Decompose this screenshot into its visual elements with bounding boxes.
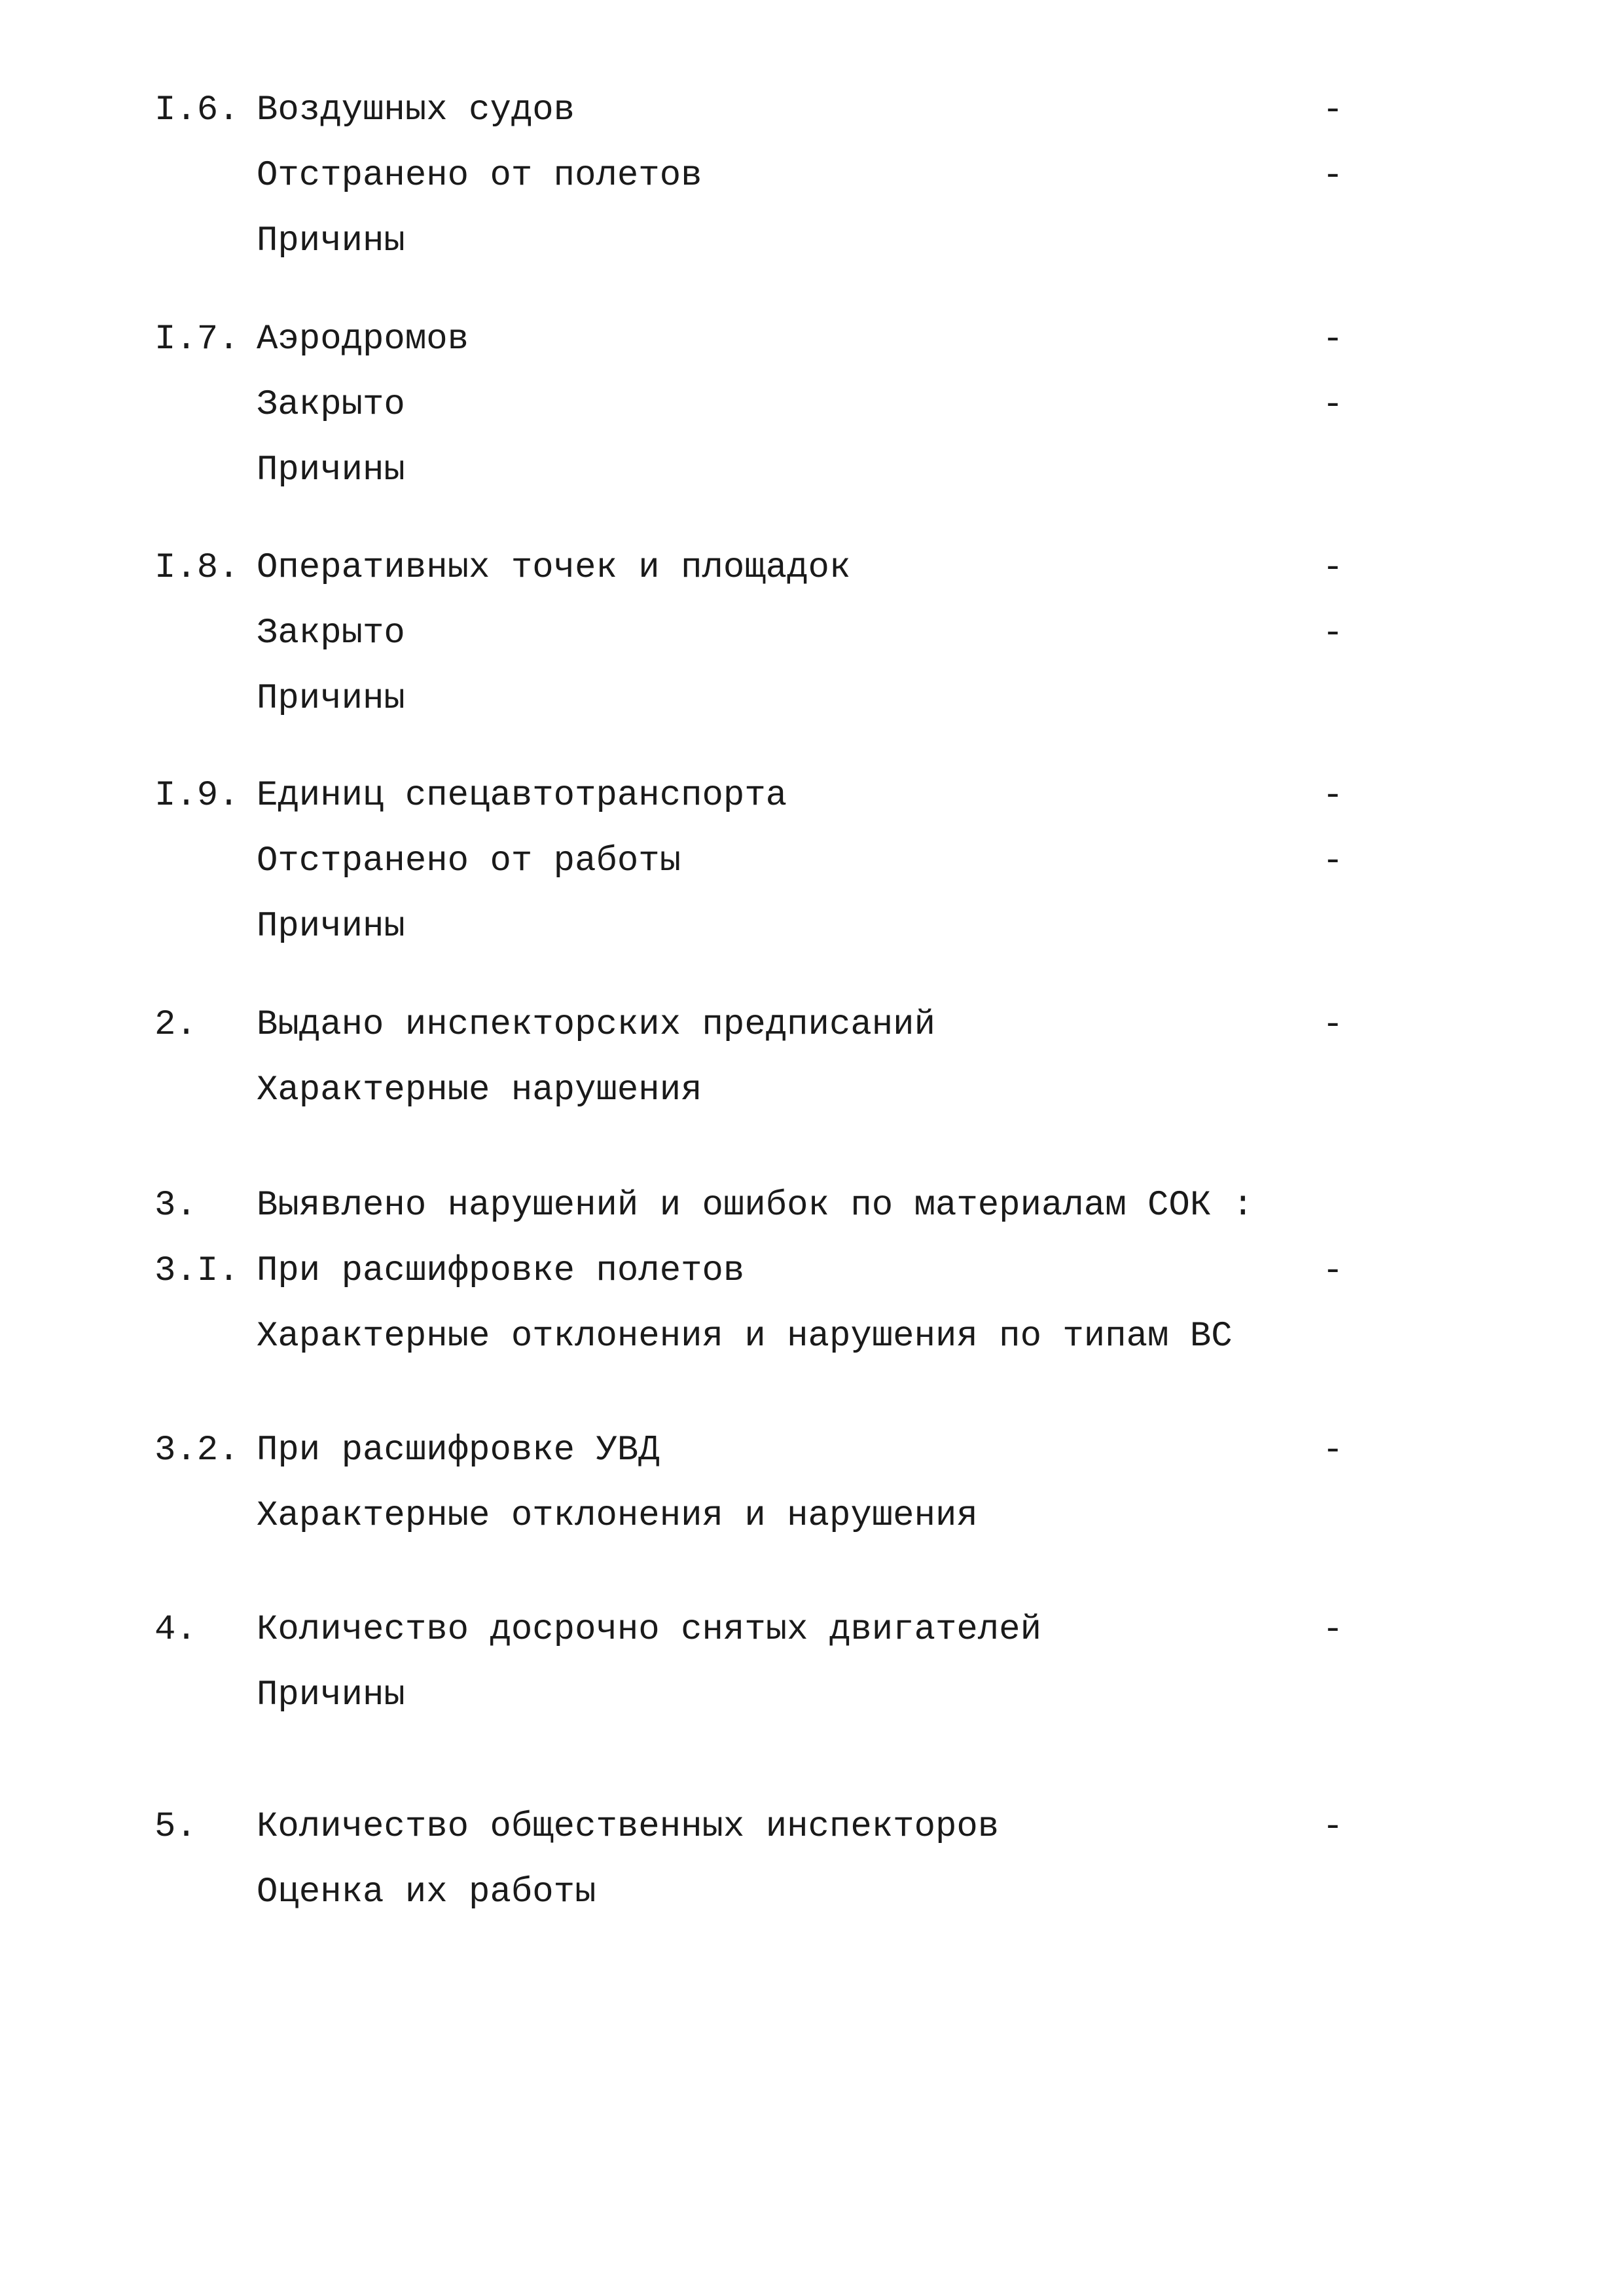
section-number: 3.I.: [154, 1251, 240, 1291]
section-3-1-line: [0, 1311, 1624, 1363]
section-3-2-heading: [0, 1425, 1624, 1477]
value-dash: -: [1322, 548, 1344, 588]
section-1-9-heading: [0, 770, 1624, 822]
section-number: I.8.: [154, 548, 240, 588]
section-number: I.6.: [154, 90, 240, 130]
section-number: 4.: [154, 1610, 197, 1650]
section-1-7-heading: [0, 314, 1624, 366]
line-text: Характерные отклонения и нарушения: [257, 1496, 978, 1536]
section-title: Выявлено нарушений и ошибок по материалам СОК :: [257, 1186, 1254, 1226]
value-dash: -: [1322, 1610, 1344, 1650]
section-5-line: [0, 1867, 1624, 1919]
section-title: При расшифровке полетов: [257, 1251, 745, 1291]
value-dash: -: [1322, 1807, 1344, 1847]
value-dash: -: [1322, 156, 1344, 196]
value-dash: -: [1322, 1251, 1344, 1291]
section-number: 5.: [154, 1807, 197, 1847]
value-dash: -: [1322, 613, 1344, 653]
section-4-heading: [0, 1604, 1624, 1656]
line-text: Причины: [257, 450, 405, 490]
section-1-6-line: [0, 150, 1624, 202]
section-number: 3.2.: [154, 1430, 240, 1470]
value-dash: -: [1322, 319, 1344, 359]
section-4-line: [0, 1669, 1624, 1722]
section-title: Количество досрочно снятых двигателей: [257, 1610, 1041, 1650]
section-title: Единиц спецавтотранспорта: [257, 776, 787, 816]
section-3-1-heading: [0, 1245, 1624, 1298]
section-3-heading: [0, 1180, 1624, 1232]
section-1-7-line: [0, 445, 1624, 497]
value-dash: -: [1322, 1005, 1344, 1045]
value-dash: -: [1322, 1430, 1344, 1470]
line-text: Причины: [257, 907, 405, 947]
line-text: Причины: [257, 679, 405, 719]
section-2-heading: [0, 999, 1624, 1051]
section-1-8-heading: [0, 542, 1624, 594]
value-dash: -: [1322, 90, 1344, 130]
value-dash: -: [1322, 385, 1344, 425]
section-1-8-line: [0, 608, 1624, 660]
section-3-2-line: [0, 1490, 1624, 1542]
section-title: Количество общественных инспекторов: [257, 1807, 1000, 1847]
section-2-line: [0, 1065, 1624, 1117]
value-dash: -: [1322, 841, 1344, 881]
section-title: Воздушных судов: [257, 90, 575, 130]
section-number: I.9.: [154, 776, 240, 816]
section-5-heading: [0, 1801, 1624, 1853]
line-text: Закрыто: [257, 385, 405, 425]
line-text: Оценка их работы: [257, 1872, 596, 1912]
section-title: Оперативных точек и площадок: [257, 548, 851, 588]
line-text: Характерные нарушения: [257, 1070, 702, 1110]
section-1-6-line: [0, 215, 1624, 268]
section-number: 3.: [154, 1186, 197, 1226]
section-1-9-line: [0, 835, 1624, 888]
section-number: I.7.: [154, 319, 240, 359]
section-1-7-line: [0, 379, 1624, 431]
section-1-6-heading: [0, 84, 1624, 137]
section-title: Аэродромов: [257, 319, 469, 359]
line-text: Отстранено от полетов: [257, 156, 702, 196]
value-dash: -: [1322, 776, 1344, 816]
section-number: 2.: [154, 1005, 197, 1045]
line-text: Причины: [257, 221, 405, 261]
section-1-9-line: [0, 901, 1624, 953]
line-text: Закрыто: [257, 613, 405, 653]
line-text: Характерные отклонения и нарушения по типам ВС: [257, 1317, 1233, 1357]
line-text: Отстранено от работы: [257, 841, 681, 881]
section-1-8-line: [0, 673, 1624, 725]
line-text: Причины: [257, 1675, 405, 1715]
section-title: Выдано инспекторских предписаний: [257, 1005, 935, 1045]
section-title: При расшифровке УВД: [257, 1430, 660, 1470]
